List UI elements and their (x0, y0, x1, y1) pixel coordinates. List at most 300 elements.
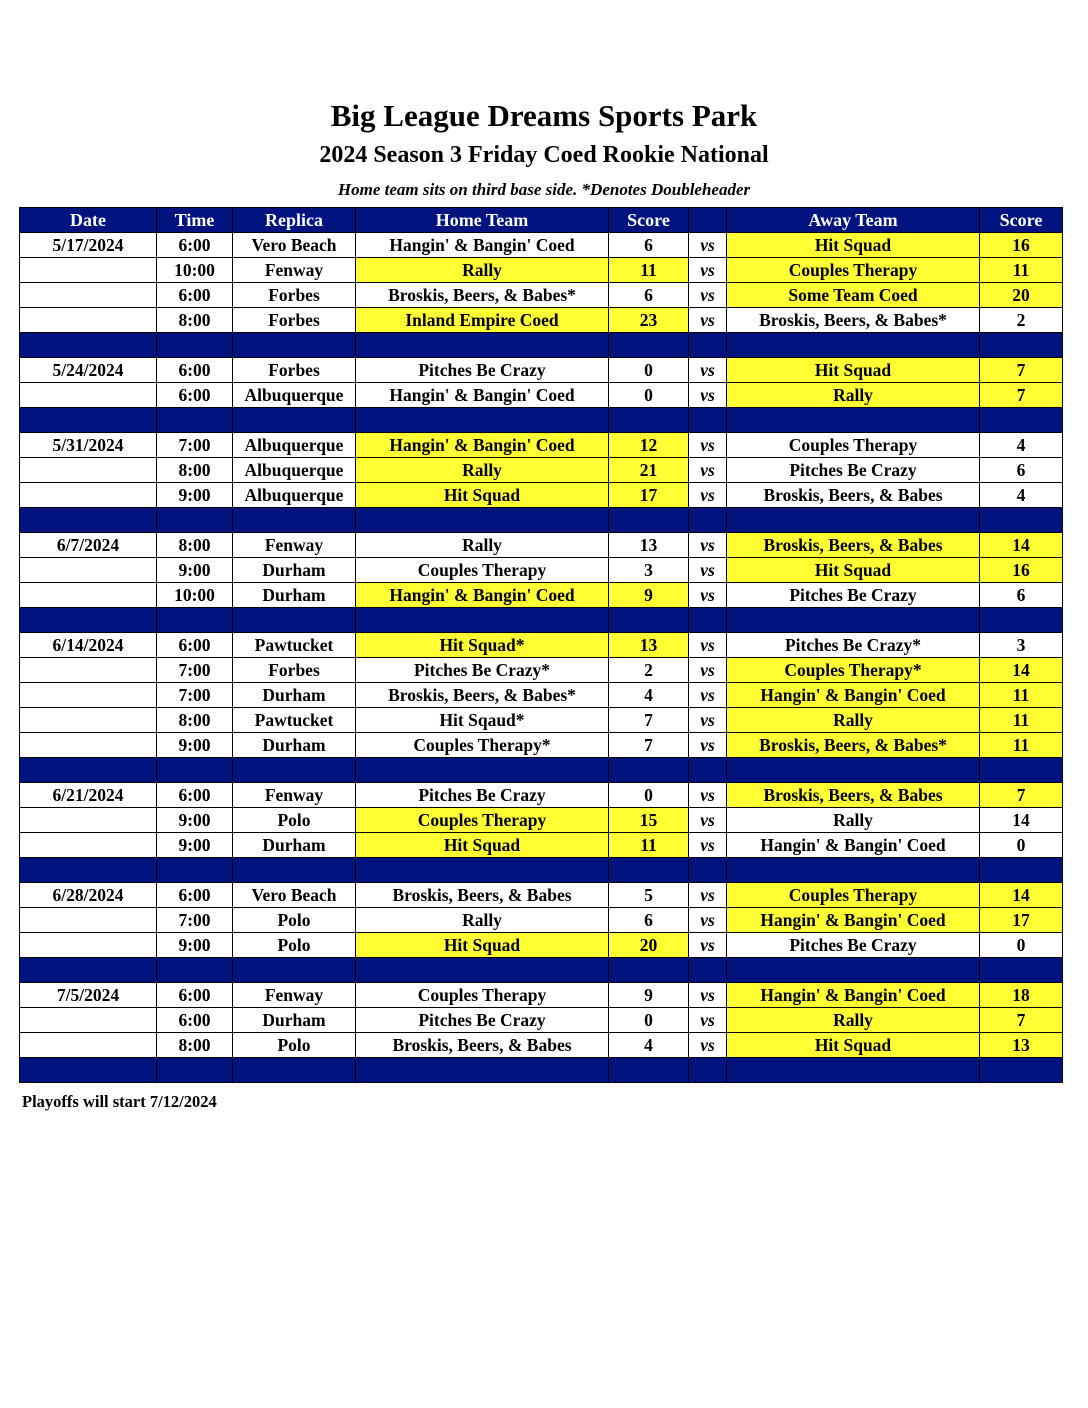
home-team: Hit Sqaud* (356, 708, 609, 733)
separator-cell (233, 758, 356, 783)
table-header-row (20, 208, 1063, 233)
separator-cell (233, 333, 356, 358)
home-score: 7 (609, 708, 689, 733)
game-replica: Fenway (233, 983, 356, 1008)
game-date: 5/24/2024 (20, 358, 157, 383)
vs-label: vs (689, 733, 727, 758)
away-team: Hit Squad (727, 233, 980, 258)
game-date (20, 908, 157, 933)
separator-cell (609, 1058, 689, 1083)
vs-label: vs (689, 908, 727, 933)
away-score: 0 (980, 933, 1063, 958)
game-row (20, 308, 1063, 333)
home-score: 11 (609, 833, 689, 858)
away-score: 16 (980, 558, 1063, 583)
away-team: Hangin' & Bangin' Coed (727, 983, 980, 1008)
separator-cell (356, 958, 609, 983)
separator-cell (980, 958, 1063, 983)
vs-label: vs (689, 358, 727, 383)
game-replica: Polo (233, 933, 356, 958)
vs-label: vs (689, 833, 727, 858)
game-row (20, 908, 1063, 933)
separator-cell (356, 858, 609, 883)
vs-label: vs (689, 1008, 727, 1033)
separator-cell (980, 508, 1063, 533)
game-replica: Durham (233, 683, 356, 708)
separator-cell (689, 1058, 727, 1083)
game-replica: Forbes (233, 283, 356, 308)
separator-cell (727, 858, 980, 883)
game-row (20, 283, 1063, 308)
home-score: 6 (609, 908, 689, 933)
separator-cell (727, 958, 980, 983)
game-replica: Fenway (233, 258, 356, 283)
home-score: 13 (609, 533, 689, 558)
separator-cell (980, 1058, 1063, 1083)
away-score: 6 (980, 583, 1063, 608)
away-team: Rally (727, 1008, 980, 1033)
home-team: Rally (356, 458, 609, 483)
separator-cell (157, 508, 233, 533)
week-separator-row (20, 1058, 1063, 1083)
vs-label: vs (689, 558, 727, 583)
home-score: 9 (609, 583, 689, 608)
home-score: 3 (609, 558, 689, 583)
game-replica: Durham (233, 1008, 356, 1033)
game-row (20, 683, 1063, 708)
away-score: 13 (980, 1033, 1063, 1058)
home-team: Hit Squad* (356, 633, 609, 658)
away-score: 18 (980, 983, 1063, 1008)
game-replica: Albuquerque (233, 458, 356, 483)
schedule-table (19, 207, 1063, 1083)
game-replica: Vero Beach (233, 233, 356, 258)
separator-cell (727, 1058, 980, 1083)
game-time: 9:00 (157, 808, 233, 833)
separator-cell (609, 858, 689, 883)
game-date (20, 1033, 157, 1058)
game-time: 6:00 (157, 1008, 233, 1033)
vs-label: vs (689, 983, 727, 1008)
vs-label: vs (689, 458, 727, 483)
game-time: 7:00 (157, 908, 233, 933)
home-team: Pitches Be Crazy (356, 783, 609, 808)
game-row (20, 833, 1063, 858)
game-row (20, 658, 1063, 683)
game-replica: Forbes (233, 308, 356, 333)
game-row (20, 358, 1063, 383)
vs-label: vs (689, 533, 727, 558)
week-separator-row (20, 508, 1063, 533)
col-header-replica: Replica (233, 208, 356, 233)
away-score: 16 (980, 233, 1063, 258)
home-team: Inland Empire Coed (356, 308, 609, 333)
home-score: 11 (609, 258, 689, 283)
away-team: Hit Squad (727, 358, 980, 383)
game-time: 9:00 (157, 833, 233, 858)
separator-cell (609, 408, 689, 433)
home-team: Hangin' & Bangin' Coed (356, 583, 609, 608)
game-date (20, 283, 157, 308)
home-team: Couples Therapy (356, 808, 609, 833)
game-time: 6:00 (157, 383, 233, 408)
away-score: 0 (980, 833, 1063, 858)
home-team: Couples Therapy (356, 983, 609, 1008)
week-separator-row (20, 958, 1063, 983)
home-score: 0 (609, 783, 689, 808)
separator-cell (980, 608, 1063, 633)
vs-label: vs (689, 683, 727, 708)
separator-cell (233, 858, 356, 883)
game-replica: Pawtucket (233, 633, 356, 658)
game-time: 10:00 (157, 583, 233, 608)
separator-cell (609, 608, 689, 633)
away-team: Hit Squad (727, 558, 980, 583)
away-team: Hangin' & Bangin' Coed (727, 833, 980, 858)
vs-label: vs (689, 583, 727, 608)
game-time: 7:00 (157, 658, 233, 683)
away-team: Broskis, Beers, & Babes (727, 483, 980, 508)
separator-cell (356, 408, 609, 433)
separator-cell (356, 758, 609, 783)
game-row (20, 933, 1063, 958)
game-time: 9:00 (157, 933, 233, 958)
away-team: Broskis, Beers, & Babes (727, 783, 980, 808)
game-row (20, 1033, 1063, 1058)
separator-cell (356, 333, 609, 358)
home-team: Broskis, Beers, & Babes (356, 883, 609, 908)
home-team: Hit Squad (356, 833, 609, 858)
separator-cell (157, 1058, 233, 1083)
game-row (20, 1008, 1063, 1033)
separator-cell (233, 958, 356, 983)
vs-label: vs (689, 633, 727, 658)
separator-cell (20, 408, 157, 433)
separator-cell (157, 408, 233, 433)
home-score: 7 (609, 733, 689, 758)
col-header-away-score: Score (980, 208, 1063, 233)
game-replica: Forbes (233, 658, 356, 683)
away-score: 4 (980, 433, 1063, 458)
game-time: 8:00 (157, 533, 233, 558)
home-team: Pitches Be Crazy* (356, 658, 609, 683)
game-date (20, 708, 157, 733)
separator-cell (609, 758, 689, 783)
game-time: 6:00 (157, 883, 233, 908)
vs-label: vs (689, 383, 727, 408)
separator-cell (20, 508, 157, 533)
game-date (20, 733, 157, 758)
col-header-time: Time (157, 208, 233, 233)
home-team: Rally (356, 533, 609, 558)
away-team: Pitches Be Crazy (727, 583, 980, 608)
separator-cell (157, 758, 233, 783)
separator-cell (20, 858, 157, 883)
home-score: 9 (609, 983, 689, 1008)
game-date: 6/7/2024 (20, 533, 157, 558)
game-replica: Albuquerque (233, 433, 356, 458)
home-score: 20 (609, 933, 689, 958)
separator-cell (356, 508, 609, 533)
col-header-home-team: Home Team (356, 208, 609, 233)
home-team: Rally (356, 908, 609, 933)
home-team: Pitches Be Crazy (356, 1008, 609, 1033)
week-separator-row (20, 333, 1063, 358)
away-team: Pitches Be Crazy (727, 933, 980, 958)
away-team: Couples Therapy* (727, 658, 980, 683)
home-score: 5 (609, 883, 689, 908)
vs-label: vs (689, 708, 727, 733)
separator-cell (157, 958, 233, 983)
game-date (20, 258, 157, 283)
separator-cell (233, 508, 356, 533)
away-team: Hangin' & Bangin' Coed (727, 683, 980, 708)
game-date (20, 933, 157, 958)
away-score: 11 (980, 683, 1063, 708)
game-date: 5/31/2024 (20, 433, 157, 458)
game-date (20, 583, 157, 608)
separator-cell (689, 958, 727, 983)
vs-label: vs (689, 483, 727, 508)
separator-cell (356, 608, 609, 633)
home-score: 4 (609, 683, 689, 708)
vs-label: vs (689, 933, 727, 958)
game-time: 6:00 (157, 358, 233, 383)
away-team: Couples Therapy (727, 258, 980, 283)
separator-cell (980, 858, 1063, 883)
home-score: 2 (609, 658, 689, 683)
separator-cell (689, 858, 727, 883)
game-row (20, 733, 1063, 758)
away-score: 17 (980, 908, 1063, 933)
home-score: 12 (609, 433, 689, 458)
game-date (20, 808, 157, 833)
away-team: Broskis, Beers, & Babes* (727, 733, 980, 758)
away-team: Rally (727, 383, 980, 408)
away-team: Rally (727, 708, 980, 733)
home-score: 0 (609, 358, 689, 383)
game-date: 6/14/2024 (20, 633, 157, 658)
separator-cell (689, 333, 727, 358)
game-time: 6:00 (157, 233, 233, 258)
home-team: Broskis, Beers, & Babes* (356, 283, 609, 308)
col-header-away-team: Away Team (727, 208, 980, 233)
game-replica: Fenway (233, 783, 356, 808)
away-score: 11 (980, 733, 1063, 758)
separator-cell (727, 758, 980, 783)
week-separator-row (20, 758, 1063, 783)
away-score: 11 (980, 708, 1063, 733)
home-score: 6 (609, 283, 689, 308)
vs-label: vs (689, 783, 727, 808)
away-score: 7 (980, 383, 1063, 408)
game-date (20, 558, 157, 583)
vs-label: vs (689, 433, 727, 458)
separator-cell (20, 1058, 157, 1083)
game-row (20, 583, 1063, 608)
separator-cell (980, 408, 1063, 433)
schedule-note: Home team sits on third base side. *Denotes Doubleheader (337, 180, 751, 199)
game-replica: Durham (233, 583, 356, 608)
away-score: 7 (980, 1008, 1063, 1033)
game-replica: Albuquerque (233, 483, 356, 508)
game-time: 6:00 (157, 283, 233, 308)
game-time: 7:00 (157, 433, 233, 458)
game-row (20, 233, 1063, 258)
separator-cell (20, 758, 157, 783)
home-team: Rally (356, 258, 609, 283)
separator-cell (233, 1058, 356, 1083)
vs-label: vs (689, 1033, 727, 1058)
game-row (20, 633, 1063, 658)
separator-cell (609, 508, 689, 533)
game-replica: Pawtucket (233, 708, 356, 733)
vs-label: vs (689, 883, 727, 908)
away-team: Some Team Coed (727, 283, 980, 308)
vs-label: vs (689, 233, 727, 258)
game-date (20, 383, 157, 408)
col-header-home-score: Score (609, 208, 689, 233)
game-date: 6/21/2024 (20, 783, 157, 808)
home-team: Hangin' & Bangin' Coed (356, 383, 609, 408)
separator-cell (689, 758, 727, 783)
schedule-body (20, 233, 1063, 1083)
home-score: 6 (609, 233, 689, 258)
separator-cell (980, 333, 1063, 358)
page-title: Big League Dreams Sports Park (330, 98, 758, 133)
home-team: Pitches Be Crazy (356, 358, 609, 383)
away-score: 14 (980, 808, 1063, 833)
home-score: 17 (609, 483, 689, 508)
game-replica: Durham (233, 558, 356, 583)
home-team: Hit Squad (356, 483, 609, 508)
game-date (20, 458, 157, 483)
separator-cell (20, 333, 157, 358)
vs-label: vs (689, 658, 727, 683)
away-score: 4 (980, 483, 1063, 508)
game-row (20, 483, 1063, 508)
game-row (20, 458, 1063, 483)
separator-cell (20, 608, 157, 633)
separator-cell (233, 608, 356, 633)
vs-label: vs (689, 283, 727, 308)
home-score: 15 (609, 808, 689, 833)
game-row (20, 883, 1063, 908)
home-team: Broskis, Beers, & Babes (356, 1033, 609, 1058)
away-score: 14 (980, 883, 1063, 908)
game-time: 8:00 (157, 308, 233, 333)
game-replica: Vero Beach (233, 883, 356, 908)
game-date (20, 683, 157, 708)
game-row (20, 558, 1063, 583)
away-score: 7 (980, 358, 1063, 383)
game-time: 9:00 (157, 733, 233, 758)
game-replica: Durham (233, 833, 356, 858)
game-time: 9:00 (157, 483, 233, 508)
separator-cell (157, 333, 233, 358)
game-row (20, 258, 1063, 283)
separator-cell (980, 758, 1063, 783)
home-score: 0 (609, 383, 689, 408)
game-time: 8:00 (157, 1033, 233, 1058)
game-time: 6:00 (157, 783, 233, 808)
away-score: 3 (980, 633, 1063, 658)
away-team: Hangin' & Bangin' Coed (727, 908, 980, 933)
game-replica: Fenway (233, 533, 356, 558)
separator-cell (609, 958, 689, 983)
game-time: 10:00 (157, 258, 233, 283)
separator-cell (609, 333, 689, 358)
separator-cell (157, 608, 233, 633)
separator-cell (727, 333, 980, 358)
away-score: 14 (980, 533, 1063, 558)
game-row (20, 383, 1063, 408)
game-date: 5/17/2024 (20, 233, 157, 258)
game-row (20, 433, 1063, 458)
game-time: 8:00 (157, 708, 233, 733)
week-separator-row (20, 408, 1063, 433)
game-row (20, 708, 1063, 733)
game-date (20, 833, 157, 858)
week-separator-row (20, 608, 1063, 633)
away-score: 2 (980, 308, 1063, 333)
vs-label: vs (689, 308, 727, 333)
game-row (20, 983, 1063, 1008)
home-team: Broskis, Beers, & Babes* (356, 683, 609, 708)
home-team: Hangin' & Bangin' Coed (356, 233, 609, 258)
game-date (20, 1008, 157, 1033)
game-date (20, 483, 157, 508)
game-replica: Polo (233, 808, 356, 833)
away-score: 11 (980, 258, 1063, 283)
game-row (20, 808, 1063, 833)
separator-cell (20, 958, 157, 983)
away-score: 14 (980, 658, 1063, 683)
page-subtitle: 2024 Season 3 Friday Coed Rookie National (319, 142, 769, 168)
home-score: 0 (609, 1008, 689, 1033)
game-replica: Forbes (233, 358, 356, 383)
home-score: 13 (609, 633, 689, 658)
away-team: Pitches Be Crazy* (727, 633, 980, 658)
home-team: Hit Squad (356, 933, 609, 958)
game-replica: Durham (233, 733, 356, 758)
away-score: 6 (980, 458, 1063, 483)
away-score: 20 (980, 283, 1063, 308)
separator-cell (689, 608, 727, 633)
col-header-date: Date (20, 208, 157, 233)
game-date: 7/5/2024 (20, 983, 157, 1008)
separator-cell (689, 508, 727, 533)
game-row (20, 783, 1063, 808)
home-team: Hangin' & Bangin' Coed (356, 433, 609, 458)
game-replica: Polo (233, 908, 356, 933)
game-time: 6:00 (157, 983, 233, 1008)
game-date: 6/28/2024 (20, 883, 157, 908)
week-separator-row (20, 858, 1063, 883)
col-header-vs (689, 208, 727, 233)
game-time: 8:00 (157, 458, 233, 483)
separator-cell (727, 508, 980, 533)
home-score: 23 (609, 308, 689, 333)
game-row (20, 533, 1063, 558)
away-team: Hit Squad (727, 1033, 980, 1058)
separator-cell (727, 608, 980, 633)
game-replica: Polo (233, 1033, 356, 1058)
separator-cell (689, 408, 727, 433)
away-team: Couples Therapy (727, 433, 980, 458)
playoffs-note: Playoffs will start 7/12/2024 (22, 1092, 217, 1111)
separator-cell (157, 858, 233, 883)
